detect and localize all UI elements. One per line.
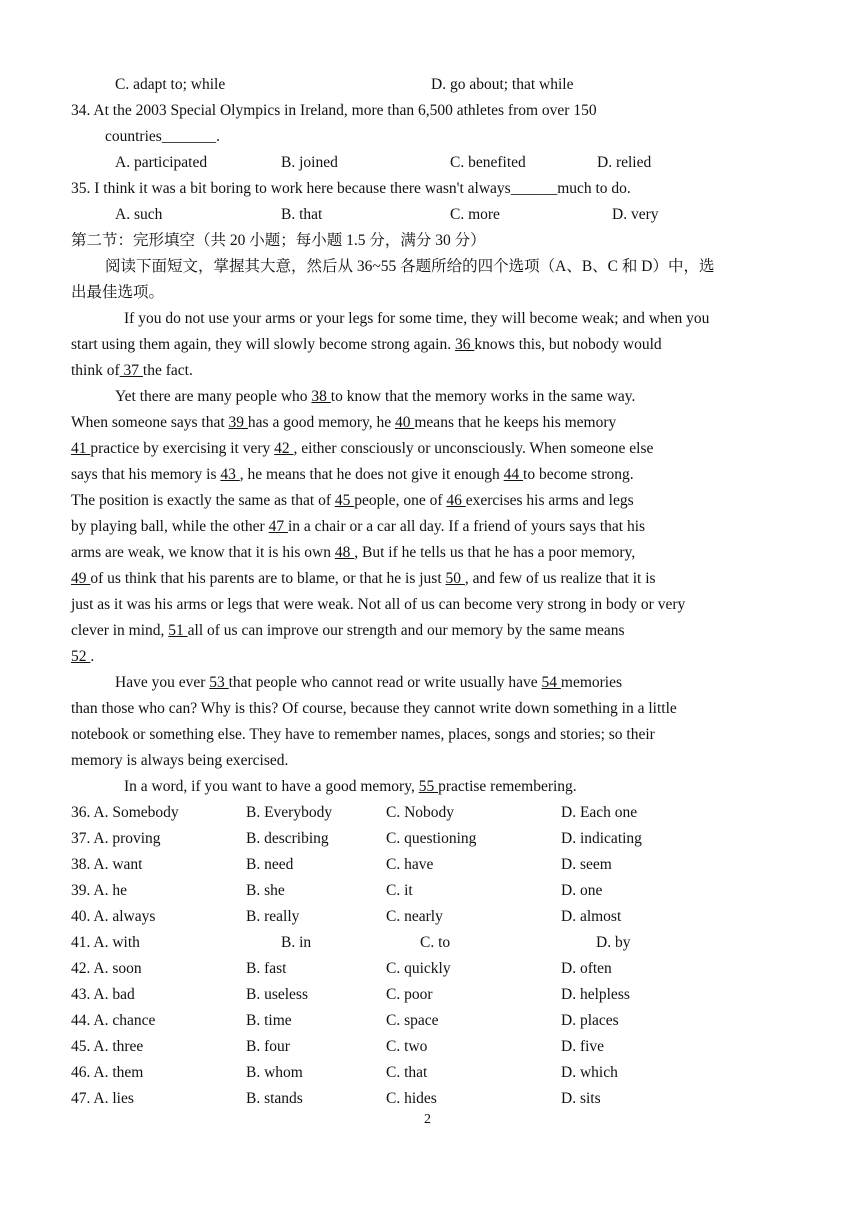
q34-option-c: C. benefited	[450, 154, 526, 171]
passage-line: 49 of us think that his parents are to blame, or that he is just 50 , and few of us realize that it is	[71, 570, 656, 587]
blank-49: 49	[71, 570, 91, 587]
choice-39-b: B. she	[246, 882, 285, 899]
choice-45-a: 45. A. three	[71, 1038, 144, 1055]
choice-46-b: B. whom	[246, 1064, 303, 1081]
choice-45-d: D. five	[561, 1038, 605, 1055]
passage-line: Have you ever 53 that people who cannot read or write usually have 54 memories	[115, 674, 623, 691]
passage-line: memory is always being exercised.	[71, 752, 289, 769]
choice-38-d: D. seem	[561, 856, 612, 873]
blank-51: 51	[168, 622, 188, 639]
passage-line: notebook or something else. They have to remember names, places, songs and stories; so their	[71, 726, 655, 743]
choice-38-a: 38. A. want	[71, 856, 143, 873]
blank-36: 36	[454, 336, 475, 353]
section2-heading: 第二节：完形填空（共 20 小题；每小题 1.5 分，满分 30 分）	[71, 232, 486, 249]
choice-47-d: D. sits	[561, 1090, 601, 1107]
blank-43: 43	[220, 466, 240, 483]
passage-line: just as it was his arms or legs that were weak. Not all of us can become very strong in body or very	[71, 596, 686, 613]
blank-42: 42	[274, 440, 294, 457]
q35-option-c: C. more	[450, 206, 500, 223]
choice-45-c: C. two	[386, 1038, 428, 1055]
passage-line: than those who can? Why is this? Of course, because they cannot write down something in a little	[71, 700, 677, 717]
q34-option-a: A. participated	[115, 154, 208, 171]
choice-39-a: 39. A. he	[71, 882, 127, 899]
choice-38-b: B. need	[246, 856, 294, 873]
q34-stem-line2: countries_______.	[105, 128, 220, 145]
blank-55: 55	[418, 778, 439, 795]
choice-44-b: B. time	[246, 1012, 292, 1029]
section2-instruction-line1: 阅读下面短文，掌握其大意，然后从 36~55 各题所给的四个选项（A、B、C 和 D）中，选	[105, 258, 715, 275]
q35-option-a: A. such	[115, 206, 163, 223]
choice-36-d: D. Each one	[561, 804, 638, 821]
passage-line: start using them again, they will slowly become strong again. 36 knows this, but nobody would	[71, 336, 662, 353]
blank-38: 38	[311, 388, 331, 405]
blank-52: 52	[71, 648, 91, 665]
choice-42-a: 42. A. soon	[71, 960, 142, 977]
passage-line: 52 .	[71, 648, 95, 665]
q35-option-d: D. very	[612, 206, 659, 223]
passage-line: In a word, if you want to have a good memory, 55 practise remembering.	[124, 778, 577, 795]
choice-42-b: B. fast	[246, 960, 287, 977]
passage-line: If you do not use your arms or your legs for some time, they will become weak; and when you	[124, 310, 710, 327]
q33-option-d: D. go about; that while	[431, 76, 574, 93]
choice-47-c: C. hides	[386, 1090, 437, 1107]
choice-43-a: 43. A. bad	[71, 986, 135, 1003]
blank-46: 46	[446, 492, 466, 509]
choice-36-c: C. Nobody	[386, 804, 455, 821]
choice-37-d: D. indicating	[561, 830, 642, 847]
choice-39-c: C. it	[386, 882, 413, 899]
choice-43-b: B. useless	[246, 986, 308, 1003]
choice-36-b: B. Everybody	[246, 804, 333, 821]
choice-44-d: D. places	[561, 1012, 619, 1029]
passage-line: When someone says that 39 has a good memory, he 40 means that he keeps his memory	[71, 414, 617, 431]
blank-50: 50	[445, 570, 465, 587]
q33-option-c: C. adapt to; while	[115, 76, 226, 93]
passage-line: clever in mind, 51 all of us can improve our strength and our memory by the same means	[71, 622, 625, 639]
choice-44-c: C. space	[386, 1012, 439, 1029]
choice-46-a: 46. A. them	[71, 1064, 144, 1081]
passage-line: think of 37 the fact.	[71, 362, 193, 379]
choice-42-c: C. quickly	[386, 960, 451, 977]
choice-42-d: D. often	[561, 960, 612, 977]
passage-line: arms are weak, we know that it is his own 48 , But if he tells us that he has a poor memory,	[71, 544, 636, 561]
blank-40: 40	[395, 414, 415, 431]
q34-option-d: D. relied	[597, 154, 652, 171]
passage-line: by playing ball, while the other 47 in a chair or a car all day. If a friend of yours says that his	[71, 518, 646, 535]
choice-41-d: D. by	[596, 934, 631, 951]
passage-line: Yet there are many people who 38 to know that the memory works in the same way.	[115, 388, 636, 405]
choice-40-d: D. almost	[561, 908, 622, 925]
choice-41-b: B. in	[281, 934, 312, 951]
blank-44: 44	[503, 466, 524, 483]
choice-38-c: C. have	[386, 856, 434, 873]
choice-40-b: B. really	[246, 908, 300, 925]
choice-37-b: B. describing	[246, 830, 329, 847]
passage-line: says that his memory is 43 , he means that he does not give it enough 44 to become strong.	[71, 466, 634, 483]
choice-43-d: D. helpless	[561, 986, 630, 1003]
choice-43-c: C. poor	[386, 986, 433, 1003]
choice-45-b: B. four	[246, 1038, 290, 1055]
choice-46-d: D. which	[561, 1064, 618, 1081]
choice-46-c: C. that	[386, 1064, 428, 1081]
choice-37-a: 37. A. proving	[71, 830, 161, 847]
q34-option-b: B. joined	[281, 154, 338, 171]
blank-47: 47	[268, 518, 288, 535]
choice-40-c: C. nearly	[386, 908, 443, 925]
choice-40-a: 40. A. always	[71, 908, 156, 925]
choice-41-a: 41. A. with	[71, 934, 140, 951]
choice-41-c: C. to	[420, 934, 451, 951]
choice-39-d: D. one	[561, 882, 603, 899]
passage-line: The position is exactly the same as that of 45 people, one of 46 exercises his arms and legs	[71, 492, 634, 509]
section2-instruction-line2: 出最佳选项。	[71, 284, 165, 301]
blank-54: 54	[541, 674, 561, 691]
blank-45: 45	[334, 492, 355, 509]
q35-option-b: B. that	[281, 206, 323, 223]
choice-36-a: 36. A. Somebody	[71, 804, 179, 821]
choice-44-a: 44. A. chance	[71, 1012, 156, 1029]
blank-37: 37	[119, 362, 143, 379]
blank-41: 41	[71, 440, 91, 457]
page-number: 2	[424, 1112, 431, 1127]
choice-37-c: C. questioning	[386, 830, 477, 847]
blank-48: 48	[334, 544, 355, 561]
blank-53: 53	[209, 674, 229, 691]
blank-39: 39	[228, 414, 248, 431]
q34-stem-line1: 34. At the 2003 Special Olympics in Ireland, more than 6,500 athletes from over 150	[71, 102, 597, 119]
q35-stem: 35. I think it was a bit boring to work here because there wasn't always______much to do.	[71, 180, 631, 197]
choice-47-b: B. stands	[246, 1090, 303, 1107]
choice-47-a: 47. A. lies	[71, 1090, 134, 1107]
passage-line: 41 practice by exercising it very 42 , either consciously or unconsciously. When someone else	[71, 440, 654, 457]
